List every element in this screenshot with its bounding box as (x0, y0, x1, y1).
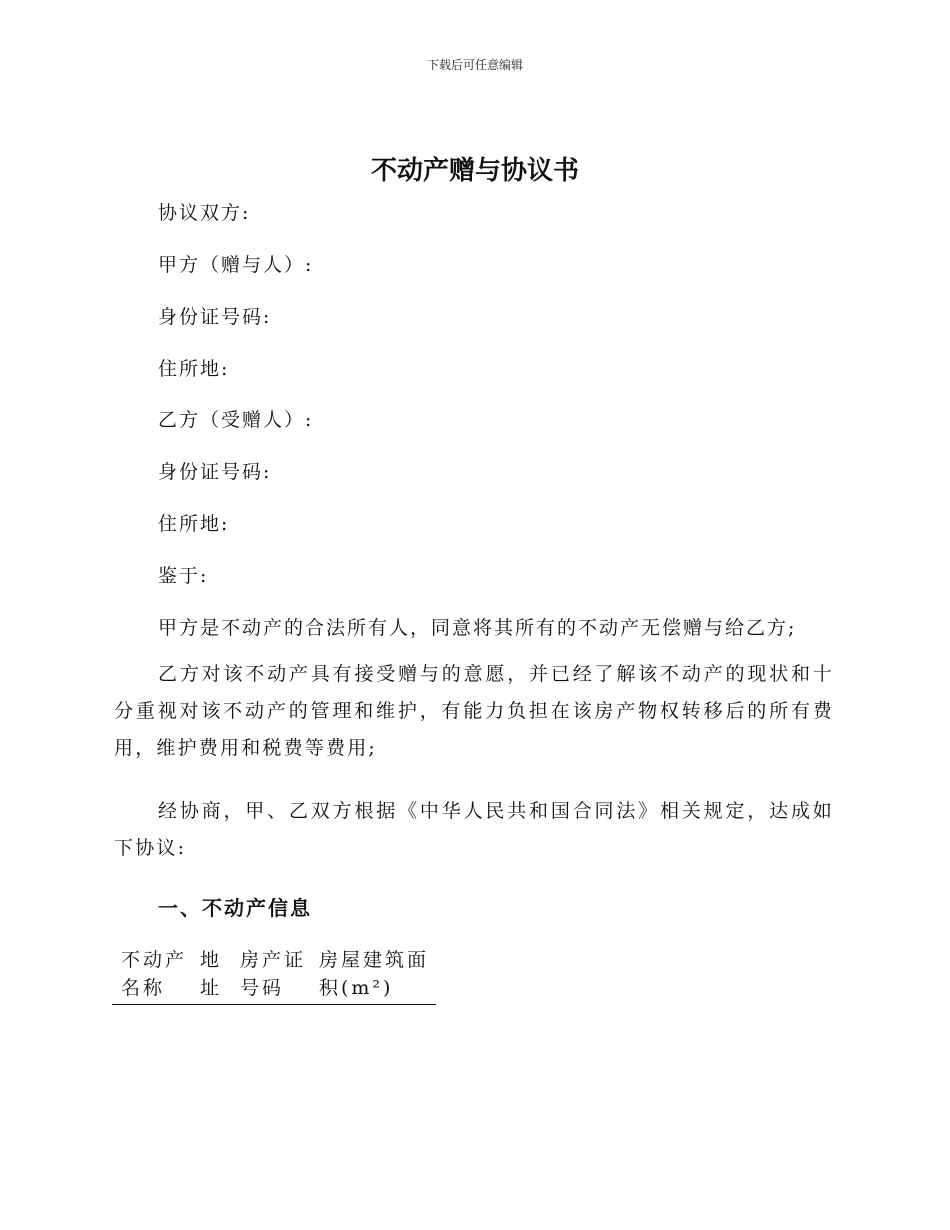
whereas-clause-a: 甲方是不动产的合法所有人，同意将其所有的不动产无偿赠与给乙方; (158, 617, 797, 639)
whereas-label: 鉴于: (158, 565, 209, 587)
table-header-floor-area: 房屋建筑面积(m²) (310, 946, 436, 1005)
parties-label: 协议双方: (158, 202, 251, 224)
party-a-address-label: 住所地: (158, 358, 230, 380)
property-info-table (112, 946, 436, 1005)
party-b-address-label: 住所地: (158, 513, 230, 535)
table-header-row (112, 946, 436, 1005)
party-a-label: 甲方（赠与人）: (158, 254, 314, 276)
section-heading-property-info: 一、不动产信息 (158, 896, 312, 920)
party-a-id-label: 身份证号码: (158, 306, 272, 328)
whereas-clause-b: 乙方对该不动产具有接受赠与的意愿，并已经了解该不动产的现状和十分重视对该不动产的管理和维护，有能力负担在该房产物权转移后的所有费用，维护费用和税费等费用; (114, 663, 834, 759)
party-b-id-label: 身份证号码: (158, 461, 272, 483)
document-title: 不动产赠与协议书 (370, 156, 579, 186)
agreement-intro: 经协商，甲、乙双方根据《中华人民共和国合同法》相关规定，达成如下协议: (114, 800, 834, 859)
party-b-label: 乙方（受赠人）: (158, 409, 314, 431)
page-header-note: 下载后可任意编辑 (426, 58, 523, 72)
table-header-certificate-no: 房产证号码 (231, 946, 310, 1005)
table-header-property-name: 不动产名称 (112, 946, 191, 1005)
table-header-address: 地址 (191, 946, 231, 1005)
